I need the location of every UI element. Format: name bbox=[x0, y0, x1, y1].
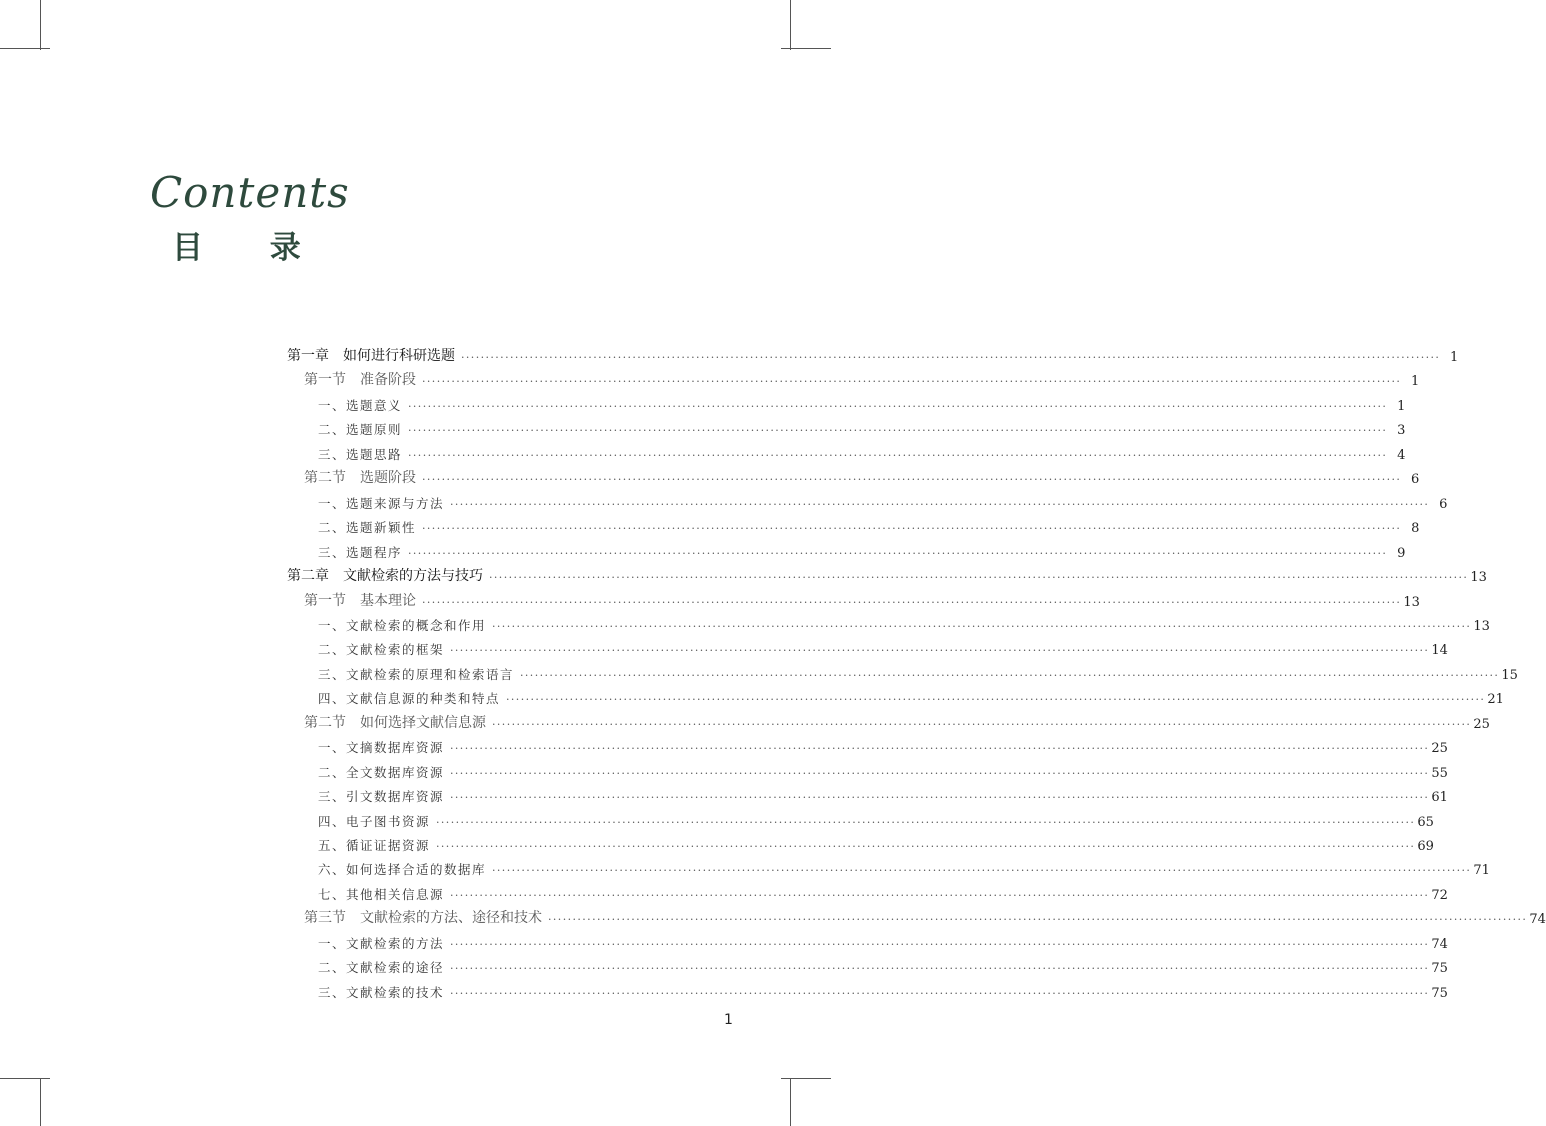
toc-entry-title: 第一节 准备阶段 bbox=[304, 372, 416, 388]
toc-entry[interactable] bbox=[318, 832, 1434, 854]
toc-entry[interactable] bbox=[318, 685, 1504, 707]
toc-entry[interactable] bbox=[318, 490, 1448, 512]
toc-leader-dots: ········································································································································································································ bbox=[436, 816, 1416, 829]
toc-entry-title: 二、选题新颖性 bbox=[318, 520, 417, 535]
toc-entry-title: 六、如何选择合适的数据库 bbox=[318, 862, 487, 877]
toc-entry-page: 13 bbox=[1473, 619, 1490, 634]
toc-entry-title: 一、选题意义 bbox=[318, 398, 403, 413]
toc-entry[interactable] bbox=[318, 612, 1490, 634]
toc-entry-page: 4 bbox=[1397, 448, 1406, 463]
toc-entry-title: 第二节 选题阶段 bbox=[304, 470, 416, 486]
toc-entry-page: 13 bbox=[1470, 570, 1487, 585]
toc-entry-title: 四、电子图书资源 bbox=[318, 814, 431, 829]
toc-entry-title: 五、循证证据资源 bbox=[318, 838, 431, 853]
page-number: 1 bbox=[724, 1012, 733, 1028]
toc-entry[interactable] bbox=[318, 734, 1448, 756]
toc-leader-dots: ········································································································································································································ bbox=[422, 473, 1402, 486]
toc-entry[interactable] bbox=[304, 905, 1546, 927]
toc-entry-page: 75 bbox=[1431, 986, 1448, 1001]
toc-entry-title: 一、文献检索的方法 bbox=[318, 936, 445, 951]
toc-entry[interactable] bbox=[287, 343, 1459, 365]
toc-entry[interactable] bbox=[304, 465, 1420, 487]
toc-entry-title: 三、文献检索的技术 bbox=[318, 985, 445, 1000]
toc-entry-page: 25 bbox=[1473, 717, 1490, 732]
contents-heading-cn: 目 录 bbox=[172, 230, 329, 266]
toc-leader-dots: ········································································································································································································ bbox=[408, 449, 1388, 462]
toc-leader-dots: ········································································································································································································ bbox=[548, 913, 1528, 926]
toc-entry-page: 25 bbox=[1431, 741, 1448, 756]
toc-leader-dots: ········································································································································································································ bbox=[506, 693, 1486, 706]
toc-entry-page: 1 bbox=[1411, 374, 1420, 389]
toc-entry[interactable] bbox=[318, 636, 1448, 658]
toc-entry[interactable] bbox=[318, 441, 1406, 463]
toc-entry-title: 第三节 文献检索的方法、途径和技术 bbox=[304, 910, 542, 926]
toc-entry-page: 8 bbox=[1411, 521, 1420, 536]
toc-entry[interactable] bbox=[318, 881, 1448, 903]
toc-leader-dots: ········································································································································································································ bbox=[450, 767, 1430, 780]
toc-leader-dots: ········································································································································································································ bbox=[489, 571, 1469, 584]
toc-entry-page: 6 bbox=[1411, 472, 1420, 487]
toc-leader-dots: ········································································································································································································ bbox=[492, 718, 1472, 731]
toc-entry[interactable] bbox=[318, 539, 1406, 561]
toc-leader-dots: ········································································································································································································ bbox=[450, 791, 1430, 804]
toc-entry-page: 21 bbox=[1487, 692, 1504, 707]
toc-leader-dots: ········································································································································································································ bbox=[422, 522, 1402, 535]
toc-leader-dots: ········································································································································································································ bbox=[450, 962, 1430, 975]
toc-entry[interactable] bbox=[318, 392, 1406, 414]
toc-leader-dots: ········································································································································································································ bbox=[492, 864, 1472, 877]
toc-entry-title: 三、选题思路 bbox=[318, 447, 403, 462]
toc-entry-page: 15 bbox=[1501, 668, 1518, 683]
toc-entry-title: 三、选题程序 bbox=[318, 545, 403, 560]
toc-entry-title: 三、文献检索的原理和检索语言 bbox=[318, 667, 515, 682]
toc-leader-dots: ········································································································································································································ bbox=[450, 889, 1430, 902]
toc-leader-dots: ········································································································································································································ bbox=[408, 547, 1388, 560]
toc-entry[interactable] bbox=[318, 954, 1448, 976]
toc-entry-title: 第二章 文献检索的方法与技巧 bbox=[287, 568, 483, 584]
toc-entry[interactable] bbox=[304, 367, 1420, 389]
contents-heading-en: Contents bbox=[150, 168, 350, 217]
toc-entry-page: 1 bbox=[1450, 350, 1459, 365]
toc-entry-page: 9 bbox=[1397, 546, 1406, 561]
toc-entry-page: 65 bbox=[1417, 815, 1434, 830]
toc-entry-page: 3 bbox=[1397, 423, 1406, 438]
toc-entry-page: 74 bbox=[1431, 937, 1448, 952]
toc-entry[interactable] bbox=[287, 563, 1487, 585]
toc-entry-page: 61 bbox=[1431, 790, 1448, 805]
toc-entry-page: 74 bbox=[1529, 912, 1546, 927]
toc-entry[interactable] bbox=[304, 588, 1420, 610]
toc-entry-title: 二、选题原则 bbox=[318, 422, 403, 437]
toc-entry-title: 二、文献检索的途径 bbox=[318, 960, 445, 975]
toc-entry[interactable] bbox=[318, 759, 1448, 781]
toc-leader-dots: ········································································································································································································ bbox=[422, 375, 1402, 388]
toc-entry[interactable] bbox=[304, 710, 1490, 732]
toc-entry-page: 69 bbox=[1417, 839, 1434, 854]
toc-leader-dots: ········································································································································································································ bbox=[492, 620, 1472, 633]
toc-leader-dots: ········································································································································································································ bbox=[408, 424, 1388, 437]
toc-leader-dots: ········································································································································································································ bbox=[450, 498, 1430, 511]
toc-entry[interactable] bbox=[318, 808, 1434, 830]
toc-entry-title: 一、选题来源与方法 bbox=[318, 496, 445, 511]
toc-entry[interactable] bbox=[318, 416, 1406, 438]
toc-entry-page: 14 bbox=[1431, 643, 1448, 658]
toc-leader-dots: ········································································································································································································ bbox=[450, 987, 1430, 1000]
toc-entry-page: 13 bbox=[1403, 595, 1420, 610]
toc-entry-page: 6 bbox=[1439, 497, 1448, 512]
toc-leader-dots: ········································································································································································································ bbox=[461, 351, 1441, 364]
toc-entry-title: 第一章 如何进行科研选题 bbox=[287, 348, 455, 364]
toc-leader-dots: ········································································································································································································ bbox=[450, 742, 1430, 755]
toc-entry-title: 一、文献检索的概念和作用 bbox=[318, 618, 487, 633]
toc-entry-page: 55 bbox=[1431, 766, 1448, 781]
toc-entry-page: 72 bbox=[1431, 888, 1448, 903]
toc-entry-title: 四、文献信息源的种类和特点 bbox=[318, 691, 501, 706]
toc-entry-title: 二、文献检索的框架 bbox=[318, 642, 445, 657]
toc-entry[interactable] bbox=[318, 783, 1448, 805]
toc-entry-title: 七、其他相关信息源 bbox=[318, 887, 445, 902]
toc-leader-dots: ········································································································································································································ bbox=[436, 840, 1416, 853]
toc-entry-title: 一、文摘数据库资源 bbox=[318, 740, 445, 755]
toc-entry[interactable] bbox=[318, 979, 1448, 1001]
toc-entry[interactable] bbox=[318, 661, 1518, 683]
toc-entry-page: 1 bbox=[1397, 399, 1406, 414]
toc-entry[interactable] bbox=[318, 856, 1490, 878]
toc-entry-title: 二、全文数据库资源 bbox=[318, 765, 445, 780]
toc-leader-dots: ········································································································································································································ bbox=[450, 644, 1430, 657]
toc-entry-title: 第一节 基本理论 bbox=[304, 593, 416, 609]
toc-entry-page: 75 bbox=[1431, 961, 1448, 976]
toc-leader-dots: ········································································································································································································ bbox=[450, 938, 1430, 951]
toc-entry-page: 71 bbox=[1473, 863, 1490, 878]
toc-entry-title: 三、引文数据库资源 bbox=[318, 789, 445, 804]
toc-entry-title: 第二节 如何选择文献信息源 bbox=[304, 715, 486, 731]
toc-leader-dots: ········································································································································································································ bbox=[422, 596, 1402, 609]
toc-entry[interactable] bbox=[318, 930, 1448, 952]
toc-entry[interactable] bbox=[318, 514, 1420, 536]
toc-leader-dots: ········································································································································································································ bbox=[408, 400, 1388, 413]
toc-leader-dots: ········································································································································································································ bbox=[520, 669, 1500, 682]
